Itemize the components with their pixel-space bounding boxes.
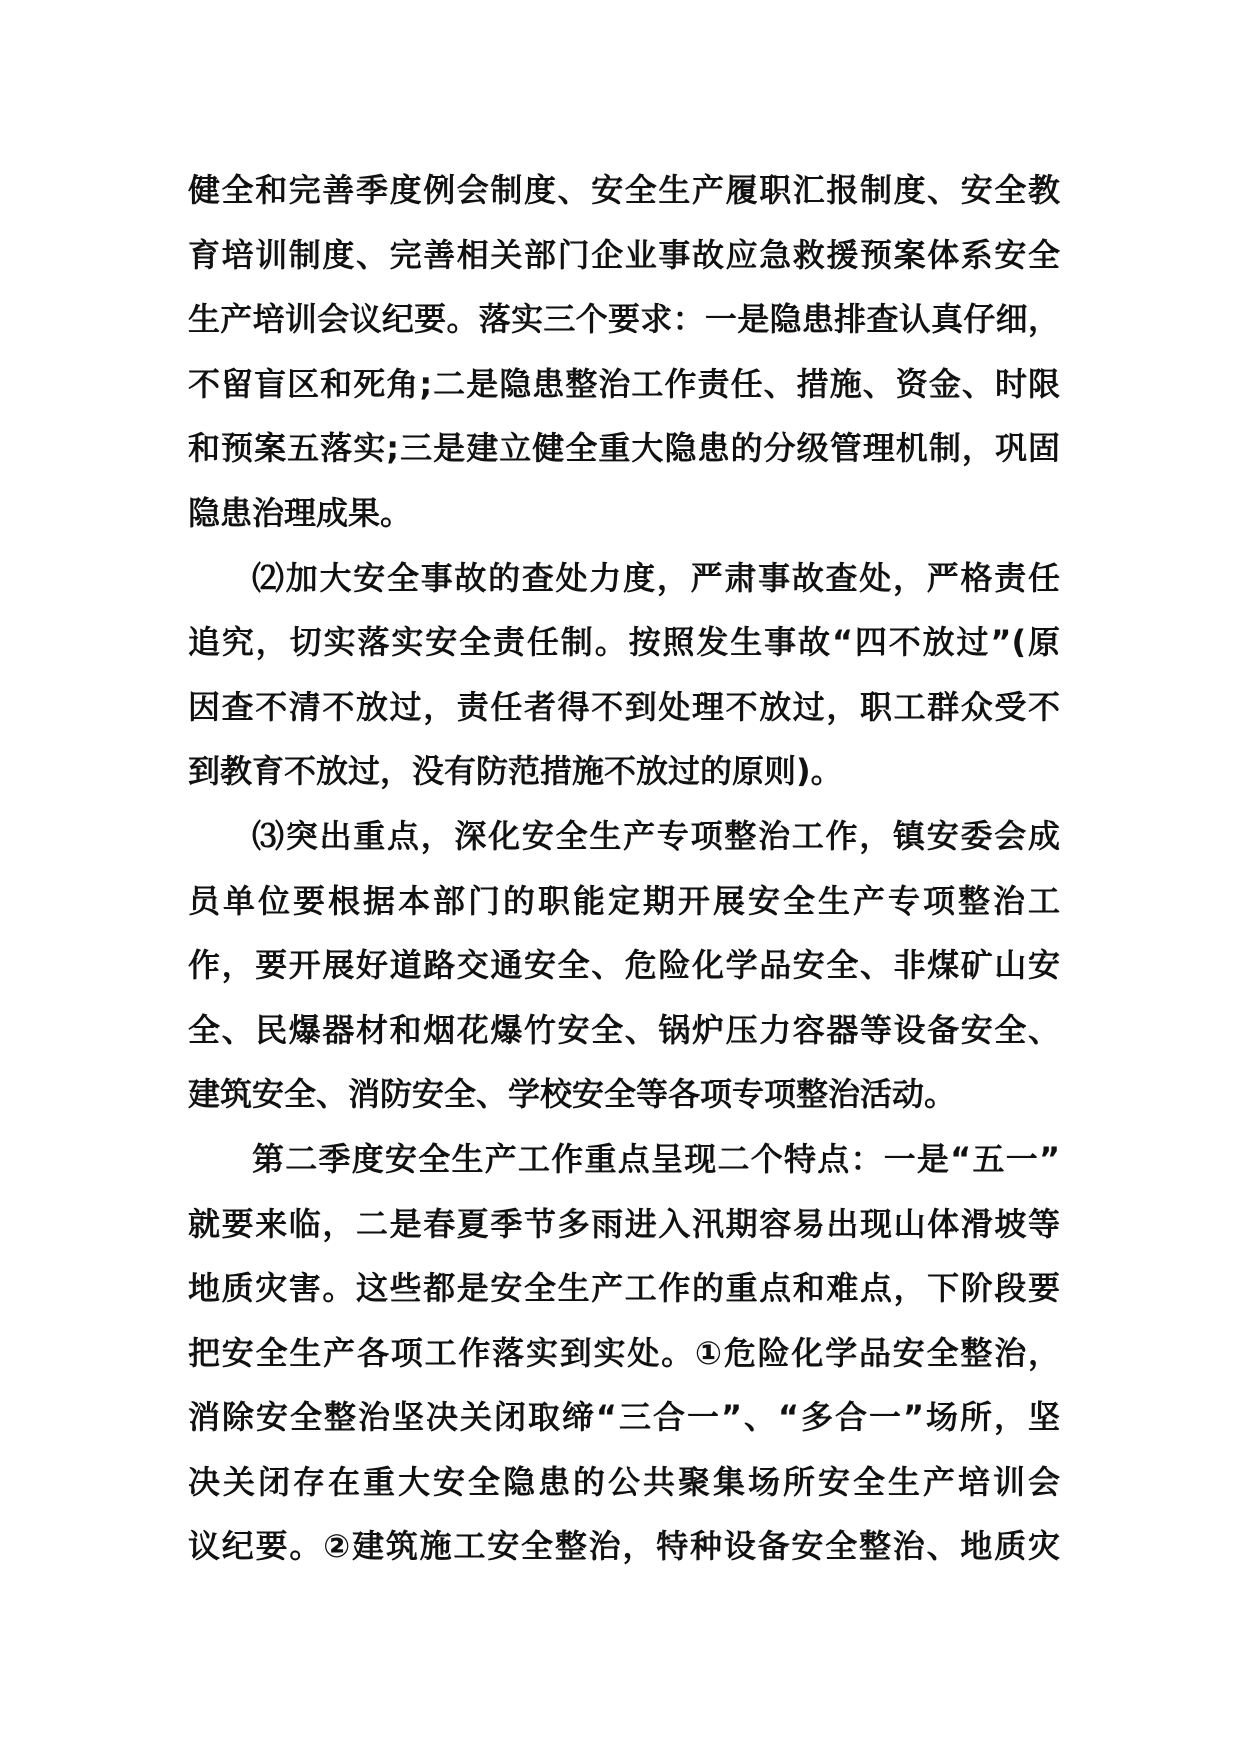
- text-line-8: 追究，切实落实安全责任制。按照发生事故“四不放过”(原: [188, 623, 1060, 662]
- text-line-21: 决关闭存在重大安全隐患的公共聚集场所安全生产培训会: [188, 1462, 1060, 1501]
- text-line-10: 到教育不放过，没有防范措施不放过的原则)。: [188, 752, 843, 791]
- text-line-6: 隐患治理成果。: [188, 493, 413, 532]
- text-line-19: 把安全生产各项工作落实到实处。①危险化学品安全整治，: [188, 1333, 1060, 1372]
- text-line-11: ⑶突出重点，深化安全生产专项整治工作，镇安委会成: [252, 816, 1060, 855]
- text-line-12: 员单位要根据本部门的职能定期开展安全生产专项整治工: [188, 881, 1060, 920]
- text-line-15: 建筑安全、消防安全、学校安全等各项专项整治活动。: [188, 1075, 957, 1114]
- body-text: [188, 158, 1060, 1579]
- text-line-20: 消除安全整治坚决关闭取缔“三合一”、“多合一”场所，坚: [188, 1398, 1060, 1437]
- text-line-22: 议纪要。②建筑施工安全整治，特种设备安全整治、地质灾: [188, 1527, 1060, 1566]
- text-line-4: 不留盲区和死角;二是隐患整治工作责任、措施、资金、时限: [188, 364, 1060, 403]
- text-line-14: 全、民爆器材和烟花爆竹安全、锅炉压力容器等设备安全、: [188, 1010, 1060, 1049]
- text-line-9: 因查不清不放过，责任者得不到处理不放过，职工群众受不: [188, 687, 1060, 726]
- text-line-2: 育培训制度、完善相关部门企业事故应急救援预案体系安全: [188, 235, 1060, 274]
- text-line-5: 和预案五落实;三是建立健全重大隐患的分级管理机制，巩固: [188, 429, 1060, 468]
- text-line-3: 生产培训会议纪要。落实三个要求：一是隐患排查认真仔细，: [188, 300, 1060, 339]
- text-line-18: 地质灾害。这些都是安全生产工作的重点和难点，下阶段要: [188, 1269, 1060, 1308]
- text-line-16: 第二季度安全生产工作重点呈现二个特点：一是“五一”: [252, 1139, 1060, 1178]
- text-line-7: ⑵加大安全事故的查处力度，严肃事故查处，严格责任: [252, 558, 1060, 597]
- text-line-1: 健全和完善季度例会制度、安全生产履职汇报制度、安全教: [188, 171, 1060, 209]
- text-line-13: 作，要开展好道路交通安全、危险化学品安全、非煤矿山安: [188, 946, 1060, 985]
- text-line-17: 就要来临，二是春夏季节多雨进入汛期容易出现山体滑坡等: [188, 1204, 1060, 1243]
